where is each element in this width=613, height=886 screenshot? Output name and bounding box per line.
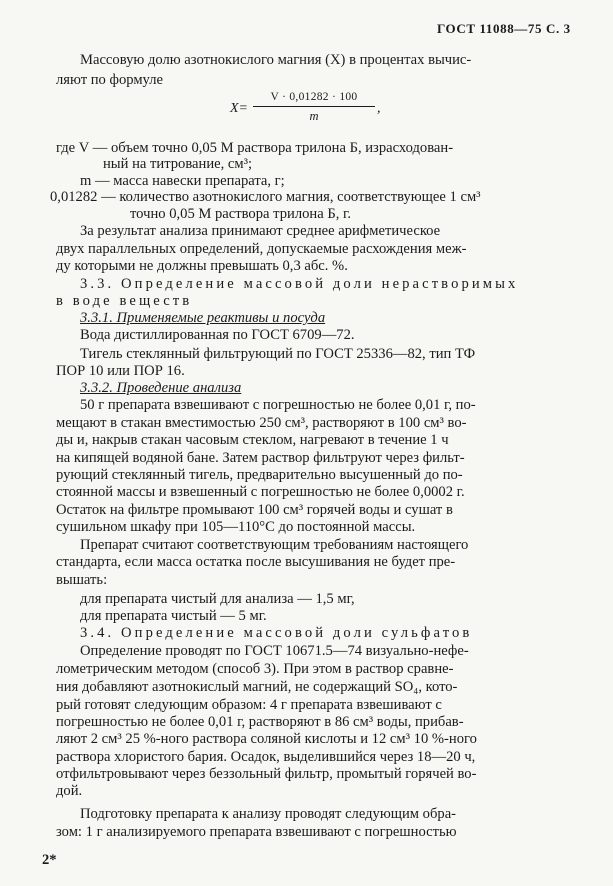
paragraph-line: стоянной массы и взвешенный с погрешностью не более 0,0002 г. [56, 484, 465, 500]
formula-fraction [253, 91, 375, 124]
paragraph-line: для препарата чистый для анализа — 1,5 мг, [80, 591, 355, 607]
paragraph-line: Подготовку препарата к анализу проводят следующим обра- [80, 806, 457, 822]
definition-line: m — масса навески препарата, г; [80, 173, 285, 189]
paragraph-line: ляют по формуле [56, 72, 163, 88]
paragraph-line: Вода дистиллированная по ГОСТ 6709—72. [80, 327, 355, 343]
formula-lhs: X= [230, 101, 248, 116]
paragraph-line: 50 г препарата взвешивают с погрешностью не более 0,01 г, по- [80, 397, 476, 413]
paragraph-line: ПОР 10 или ПОР 16. [56, 363, 185, 379]
definition-line: где V — объем точно 0,05 М раствора трилона Б, израсходован- [56, 140, 454, 156]
paragraph-line: ду которыми не должны превышать 0,3 абс. %. [56, 258, 348, 274]
signature-mark: 2* [42, 852, 57, 868]
paragraph-line: рый готовят следующим образом: 4 г препарата взвешивают с [56, 697, 442, 713]
section-heading: в воде веществ [56, 293, 193, 309]
paragraph-line: Определение проводят по ГОСТ 10671.5—74 визуально-нефе- [80, 643, 469, 659]
section-heading: 3.3. Определение массовой доли нерастворимых [80, 276, 519, 292]
paragraph-line: рующий стеклянный тигель, предварительно высушенный до по- [56, 467, 463, 483]
definition-line: 0,01282 — количество азотнокислого магния, соответствующее 1 см³ [50, 189, 481, 205]
standard-header: ГОСТ 11088—75 С. 3 [437, 21, 571, 36]
paragraph-line: За результат анализа принимают среднее арифметическое [80, 223, 441, 239]
paragraph-line: Остаток на фильтре промывают 100 см³ горячей воды и сушат в [56, 502, 453, 518]
paragraph-line: лометрическим методом (способ 3). При этом в раствор сравне- [56, 661, 454, 677]
formula-denominator: m [309, 109, 319, 123]
paragraph-line: погрешностью не более 0,01 г, растворяют в 86 см³ воды, прибав- [56, 714, 464, 730]
paragraph-line: Массовую долю азотнокислого магния (X) в процентах вычис- [80, 52, 472, 68]
paragraph-line: ды и, накрыв стакан часовым стеклом, нагревают в течение 1 ч [56, 432, 449, 448]
paragraph-line: ляют 2 см³ 25 %-ного раствора соляной кислоты и 12 см³ 10 %-ного [56, 731, 477, 747]
definition-line: ный на титрование, см³; [103, 156, 253, 172]
paragraph-line: ния добавляют азотнокислый магний, не содержащий SO₄, кото- [56, 679, 458, 695]
section-heading: 3.4. Определение массовой доли сульфатов [80, 625, 473, 641]
paragraph-line: Тигель стеклянный фильтрующий по ГОСТ 25336—82, тип ТФ [80, 346, 476, 362]
paragraph-line: дой. [56, 783, 83, 799]
paragraph-line: раствора хлористого бария. Осадок, выделившийся через 18—20 ч, [56, 749, 476, 765]
paragraph-line: отфильтровывают через беззольный фильтр, промытый горячей во- [56, 766, 477, 782]
subsection-heading: 3.3.2. Проведение анализа [80, 380, 242, 396]
formula-trail: , [377, 101, 381, 116]
paragraph-line: на кипящей водяной бане. Затем раствор фильтруют через фильт- [56, 450, 465, 466]
paragraph-line: Препарат считают соответствующим требованиям настоящего [80, 537, 469, 553]
paragraph-line: стандарта, если масса остатка после высушивания не будет пре- [56, 554, 456, 570]
fraction-bar [253, 106, 375, 107]
paragraph-line: вышать: [56, 572, 108, 588]
paragraph-line: зом: 1 г анализируемого препарата взвешивают с погрешностью [56, 824, 457, 840]
formula-numerator: V · 0,01282 · 100 [270, 91, 358, 103]
subsection-heading: 3.3.1. Применяемые реактивы и посуда [80, 310, 326, 326]
paragraph-line: для препарата чистый — 5 мг. [80, 608, 267, 624]
paragraph-line: сушильном шкафу при 105—110°С до постоянной массы. [56, 519, 416, 535]
paragraph-line: мещают в стакан вместимостью 250 см³, растворяют в 100 см³ во- [56, 415, 467, 431]
definition-line: точно 0,05 М раствора трилона Б, г. [130, 206, 351, 222]
paragraph-line: двух параллельных определений, допускаемые расхождения меж- [56, 241, 467, 257]
